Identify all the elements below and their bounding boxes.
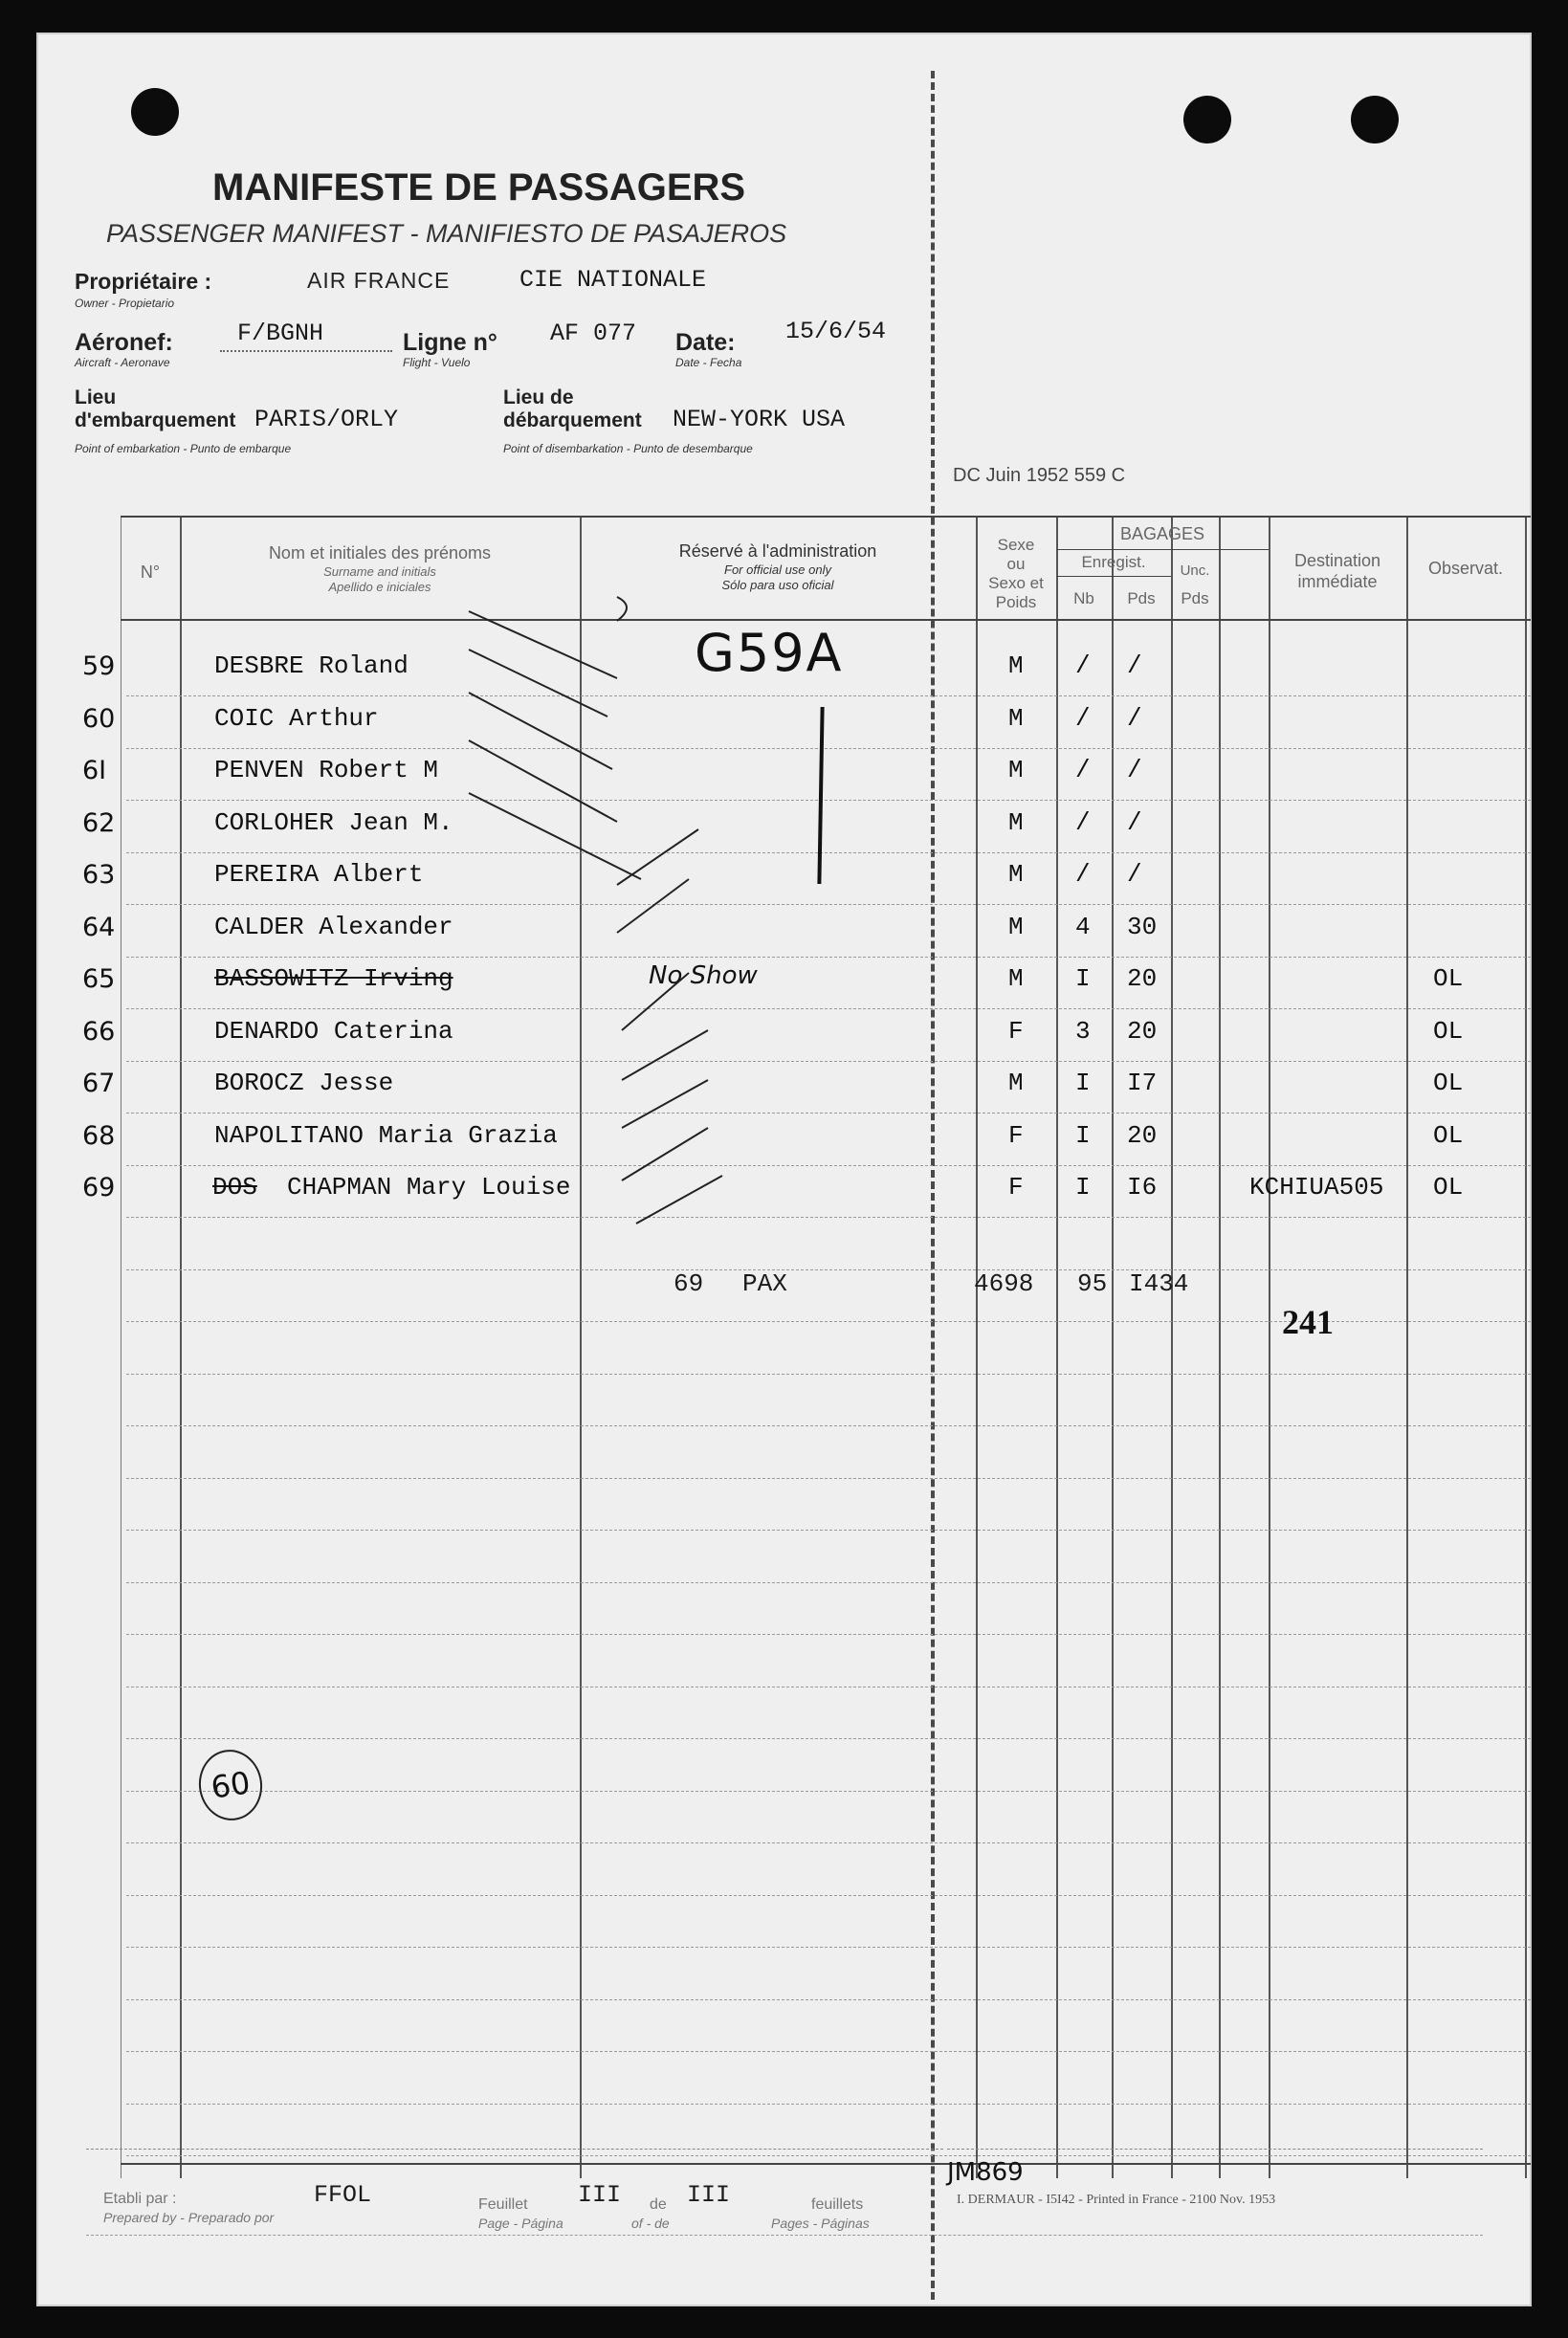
- col-header-nb: Nb: [1073, 589, 1094, 607]
- row-rule: [126, 1634, 1531, 1635]
- flight-sublabel: Flight - Vuelo: [403, 356, 471, 369]
- cell-sex: M: [1008, 1069, 1024, 1097]
- aircraft-dotted-line: [220, 350, 392, 352]
- cell-sex: M: [1008, 651, 1024, 680]
- stroke-mark: [622, 1080, 708, 1128]
- row-rule: [126, 1269, 1531, 1270]
- col-header-name: Nom et initiales des prénoms: [268, 543, 492, 562]
- prepared-sublabel: Prepared by - Preparado por: [103, 2210, 275, 2225]
- prepared-label: Etabli par :: [103, 2191, 177, 2207]
- col-header-unc: Unc.: [1180, 562, 1210, 579]
- cell-pds: /: [1127, 860, 1142, 889]
- cell-name: PEREIRA Albert: [214, 860, 424, 889]
- row-rule: [126, 2104, 1531, 2105]
- stroke-mark: [622, 1128, 708, 1180]
- stroke-mark: [469, 793, 641, 879]
- grid-line: [1056, 576, 1171, 577]
- of-sublabel: of - de: [631, 2216, 670, 2231]
- aircraft-value: F/BGNH: [237, 320, 324, 347]
- cell-no: 65: [82, 964, 116, 994]
- cell-no: 62: [82, 807, 116, 838]
- embark-sublabel: Point of embarkation - Punto de embarque: [75, 442, 292, 455]
- cell-sex: M: [1008, 756, 1024, 784]
- aircraft-sublabel: Aircraft - Aeronave: [75, 356, 170, 369]
- stroke-mark: [622, 1030, 708, 1080]
- row-rule: [126, 1999, 1531, 2000]
- cell-pds: 20: [1127, 1120, 1158, 1150]
- reserved-mark: G59A: [695, 623, 844, 683]
- of-value: III: [687, 2181, 731, 2209]
- total-weight: 4698: [974, 1269, 1034, 1298]
- disembark-label-1: Lieu de: [503, 386, 574, 408]
- row-rule: [126, 1374, 1531, 1375]
- grid-line: [121, 2163, 1531, 2165]
- no-show-note: No Show: [649, 961, 758, 990]
- cell-sex: F: [1008, 1016, 1024, 1046]
- stroke-mark: [617, 879, 689, 933]
- sheet-label: Feuillet: [478, 2196, 528, 2213]
- col-header-enregist: Enregist.: [1081, 553, 1146, 571]
- total-bag-weight: I434: [1129, 1269, 1189, 1298]
- cell-nb: I: [1075, 1069, 1091, 1097]
- punch-hole-left: [131, 88, 179, 136]
- cell-no: 59: [82, 651, 116, 681]
- grid-line: [1056, 549, 1269, 550]
- cell-nb: /: [1075, 807, 1091, 837]
- page-subtitle: PASSENGER MANIFEST - MANIFIESTO DE PASAJEROS: [106, 219, 787, 248]
- of-label: de: [650, 2196, 667, 2213]
- check-strokes: [469, 597, 722, 1224]
- date-value: 15/6/54: [785, 318, 887, 345]
- cell-pds: 20: [1127, 964, 1158, 993]
- punch-hole-right: [1351, 96, 1399, 143]
- cell-sex: F: [1008, 1173, 1024, 1202]
- col-header-reserved-sub1: For official use only: [724, 562, 831, 577]
- cell-name: NAPOLITANO Maria Grazia: [214, 1120, 558, 1150]
- cell-name: CHAPMAN Mary Louise: [287, 1173, 571, 1202]
- total-pax: 69: [674, 1269, 704, 1298]
- cell-sex: M: [1008, 912, 1024, 941]
- stroke-mark: [617, 829, 698, 885]
- cell-pds: /: [1127, 651, 1142, 680]
- row-rule: [126, 1582, 1531, 1583]
- embark-label-1: Lieu: [75, 386, 117, 408]
- stroke-mark: [622, 973, 689, 1030]
- aircraft-label: Aéronef:: [75, 329, 173, 356]
- stroke-mark: [469, 650, 607, 717]
- cell-no: 66: [82, 1016, 116, 1047]
- col-header-sex-4: Poids: [995, 593, 1037, 611]
- col-header-destination-1: Destination: [1293, 551, 1381, 570]
- cell-sex: M: [1008, 703, 1024, 733]
- owner-printed: AIR FRANCE: [307, 268, 451, 293]
- owner-label: Propriétaire :: [75, 269, 212, 294]
- cell-name: COIC Arthur: [214, 703, 379, 733]
- cell-nb: /: [1075, 703, 1091, 733]
- row-rule: [126, 2155, 1531, 2156]
- prepared-value: FFOL: [314, 2181, 372, 2209]
- manifest-sheet: [36, 33, 1532, 2306]
- col-header-sex-2: ou: [1006, 555, 1026, 573]
- cell-nb: 4: [1075, 912, 1091, 941]
- cell-name: PENVEN Robert M: [214, 756, 439, 784]
- struck-prefix: DOS: [212, 1173, 257, 1202]
- row-rule: [126, 1947, 1531, 1948]
- page-title: MANIFESTE DE PASSAGERS: [212, 166, 746, 209]
- disembark-label-2: débarquement: [503, 409, 642, 431]
- pages-sublabel: Pages - Páginas: [771, 2216, 870, 2231]
- date-sublabel: Date - Fecha: [675, 356, 742, 369]
- cell-obs: OL: [1433, 1173, 1464, 1202]
- cell-no: 6I: [82, 756, 107, 785]
- cell-name: BOROCZ Jesse: [214, 1069, 394, 1097]
- cell-sex: M: [1008, 860, 1024, 889]
- cell-pds: I7: [1127, 1069, 1158, 1097]
- cell-obs: OL: [1433, 1069, 1464, 1097]
- cell-name: CALDER Alexander: [214, 912, 453, 941]
- cell-nb: /: [1075, 860, 1091, 889]
- owner-sublabel: Owner - Propietario: [75, 297, 175, 310]
- embark-value: PARIS/ORLY: [254, 406, 399, 433]
- cell-nb: I: [1075, 964, 1091, 993]
- cell-pds: 30: [1127, 912, 1158, 941]
- stroke-mark: [636, 1176, 722, 1224]
- col-header-pds: Pds: [1127, 589, 1156, 607]
- cell-pds: 20: [1127, 1016, 1158, 1046]
- cell-nb: I: [1075, 1173, 1091, 1202]
- flight-label: Ligne n°: [403, 329, 497, 356]
- cell-nb: /: [1075, 651, 1091, 680]
- cell-sex: F: [1008, 1120, 1024, 1150]
- cell-no: 68: [82, 1120, 116, 1151]
- row-rule: [126, 1791, 1531, 1792]
- cell-pds: /: [1127, 756, 1142, 784]
- stroke-mark: [617, 597, 627, 621]
- cell-nb: 3: [1075, 1016, 1091, 1046]
- footer-rule-bottom: [86, 2235, 1483, 2236]
- row-rule: [126, 1478, 1531, 1479]
- embark-label-2: d'embarquement: [75, 409, 236, 431]
- sheet-value: III: [578, 2181, 622, 2209]
- pages-label: feuillets: [811, 2196, 864, 2213]
- col-header-pds2: Pds: [1181, 589, 1209, 607]
- row-rule: [126, 1530, 1531, 1531]
- circled-number: 60: [194, 1746, 267, 1824]
- cell-pds: /: [1127, 807, 1142, 837]
- col-header-sex-1: Sexe: [997, 536, 1035, 554]
- cell-sex: M: [1008, 964, 1024, 993]
- cell-dest: KCHIUA505: [1249, 1173, 1384, 1202]
- total-pax-label: PAX: [742, 1269, 787, 1298]
- stamped-number: 241: [1282, 1303, 1334, 1341]
- cell-name: DESBRE Roland: [214, 651, 409, 680]
- cell-obs: OL: [1433, 1016, 1464, 1046]
- stroke-mark: [469, 611, 617, 678]
- row-rule: [126, 1738, 1531, 1739]
- date-label: Date:: [675, 329, 736, 356]
- flight-value: AF 077: [550, 320, 637, 347]
- total-bags: 95: [1077, 1269, 1108, 1298]
- manifest-table: [82, 516, 1531, 2178]
- owner-value: CIE NATIONALE: [519, 266, 707, 294]
- cell-no: 67: [82, 1069, 116, 1098]
- cell-no: 63: [82, 860, 116, 890]
- cell-no: 60: [82, 703, 116, 734]
- punch-hole-center: [1183, 96, 1231, 143]
- col-header-reserved: Réservé à l'administration: [678, 541, 877, 561]
- row-rule: [126, 1425, 1531, 1426]
- form-code: DC Juin 1952 559 C: [953, 465, 1126, 486]
- doc-code: JM869: [947, 2158, 1024, 2187]
- disembark-sublabel: Point of disembarkation - Punto de desembarque: [503, 442, 753, 455]
- stroke-mark: [469, 693, 612, 769]
- row-rule: [126, 1895, 1531, 1896]
- cell-name: DENARDO Caterina: [214, 1016, 453, 1046]
- col-header-destination-2: immédiate: [1297, 572, 1378, 591]
- handwritten-strokes: [86, 516, 1043, 1243]
- cell-sex: M: [1008, 807, 1024, 837]
- cell-no: 69: [82, 1173, 116, 1202]
- stroke-mark: [469, 740, 617, 822]
- col-header-name-sub1: Surname and initials: [323, 564, 436, 579]
- col-header-reserved-sub2: Sólo para uso oficial: [721, 578, 834, 592]
- disembark-value: NEW-YORK USA: [673, 406, 846, 433]
- cell-pds: /: [1127, 703, 1142, 733]
- col-header-name-sub2: Apellido e iniciales: [328, 580, 431, 594]
- cell-nb: I: [1075, 1120, 1091, 1150]
- col-header-observat: Observat.: [1427, 559, 1504, 578]
- cell-obs: OL: [1433, 964, 1464, 993]
- cell-no: 64: [82, 912, 116, 942]
- cell-obs: OL: [1433, 1120, 1464, 1150]
- printer-imprint: I. DERMAUR - I5I42 - Printed in France - 2100 Nov. 1953: [957, 2193, 1276, 2207]
- footer-rule: [86, 2149, 943, 2150]
- col-header-no: N°: [140, 562, 161, 582]
- row-rule: [126, 2051, 1531, 2052]
- cell-pds: I6: [1127, 1173, 1158, 1202]
- col-header-bagages: BAGAGES: [1119, 524, 1205, 543]
- col-header-sex-3: Sexo et: [988, 574, 1044, 592]
- cell-name: BASSOWITZ Irving: [214, 964, 453, 993]
- cell-nb: /: [1075, 756, 1091, 784]
- sheet-sublabel: Page - Página: [478, 2216, 563, 2231]
- footer-rule-right: [947, 2149, 1483, 2150]
- cell-name: CORLOHER Jean M.: [214, 807, 453, 837]
- row-rule: [126, 1842, 1531, 1843]
